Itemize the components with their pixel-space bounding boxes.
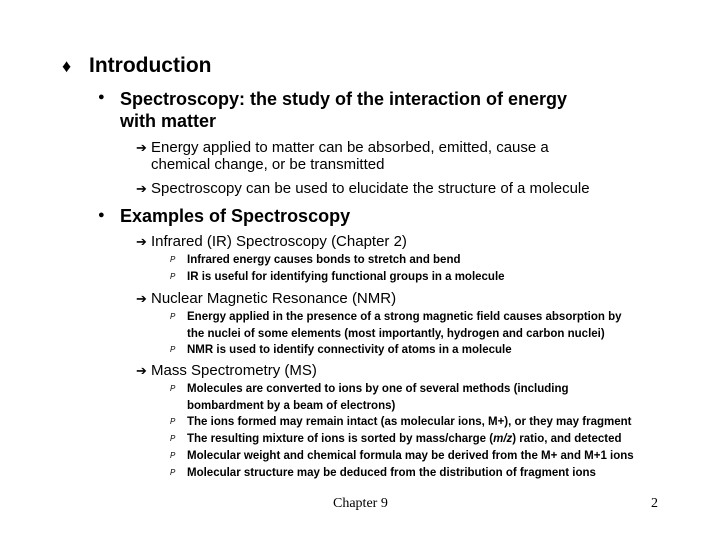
bullet-dot-icon: ● xyxy=(98,209,105,221)
p-bullet-icon: P xyxy=(170,312,176,321)
arrow-bullet-icon: ➔ xyxy=(136,363,147,378)
detail-text: The ions formed may remain intact (as molecular ions, M+), or they may fragment xyxy=(187,416,632,428)
arrow-bullet-icon: ➔ xyxy=(136,234,147,249)
detail-text: The resulting mixture of ions is sorted by mass/charge (m/z) ratio, and detected xyxy=(187,433,622,445)
footer-chapter: Chapter 9 xyxy=(333,496,388,511)
detail-text: Infrared energy causes bonds to stretch and bend xyxy=(187,254,461,266)
arrow-bullet-icon: ➔ xyxy=(136,291,147,306)
detail-text: NMR is used to identify connectivity of atoms in a molecule xyxy=(187,344,512,356)
detail-text: Energy applied in the presence of a strong magnetic field causes absorption by the nuclei of some elements (most importantly, hydrogen and carbon nuclei) xyxy=(187,311,622,340)
detail-text: Molecular structure may be deduced from the distribution of fragment ions xyxy=(187,467,596,479)
p-bullet-icon: P xyxy=(170,255,176,264)
slide-title: Introduction xyxy=(89,54,212,77)
p-bullet-icon: P xyxy=(170,384,176,393)
arrow-bullet-icon: ➔ xyxy=(136,181,147,196)
p-bullet-icon: P xyxy=(170,451,176,460)
title-bullet-icon: ♦ xyxy=(62,56,72,76)
detail-text: Molecular weight and chemical formula may be derived from the M+ and M+1 ions xyxy=(187,450,634,462)
detail-text: IR is useful for identifying functional groups in a molecule xyxy=(187,271,505,283)
p-bullet-icon: P xyxy=(170,272,176,281)
point-text: Energy applied to matter can be absorbed, emitted, cause a chemical change, or be transmitted xyxy=(151,139,549,173)
detail-text: Molecules are converted to ions by one of several methods (including bombardment by a beam of electrons) xyxy=(187,383,569,412)
topic-label: Infrared (IR) Spectroscopy (Chapter 2) xyxy=(151,233,407,250)
topic-label: Nuclear Magnetic Resonance (NMR) xyxy=(151,290,397,307)
section-heading: Spectroscopy: the study of the interaction of energy with matter xyxy=(120,89,568,131)
bullet-dot-icon: ● xyxy=(98,91,105,103)
page-number: 2 xyxy=(651,496,658,511)
arrow-bullet-icon: ➔ xyxy=(136,140,147,155)
topic-label: Mass Spectrometry (MS) xyxy=(151,362,317,379)
p-bullet-icon: P xyxy=(170,434,176,443)
p-bullet-icon: P xyxy=(170,345,176,354)
p-bullet-icon: P xyxy=(170,468,176,477)
p-bullet-icon: P xyxy=(170,417,176,426)
section-heading: Examples of Spectroscopy xyxy=(120,206,351,226)
point-text: Spectroscopy can be used to elucidate the structure of a molecule xyxy=(151,180,590,197)
